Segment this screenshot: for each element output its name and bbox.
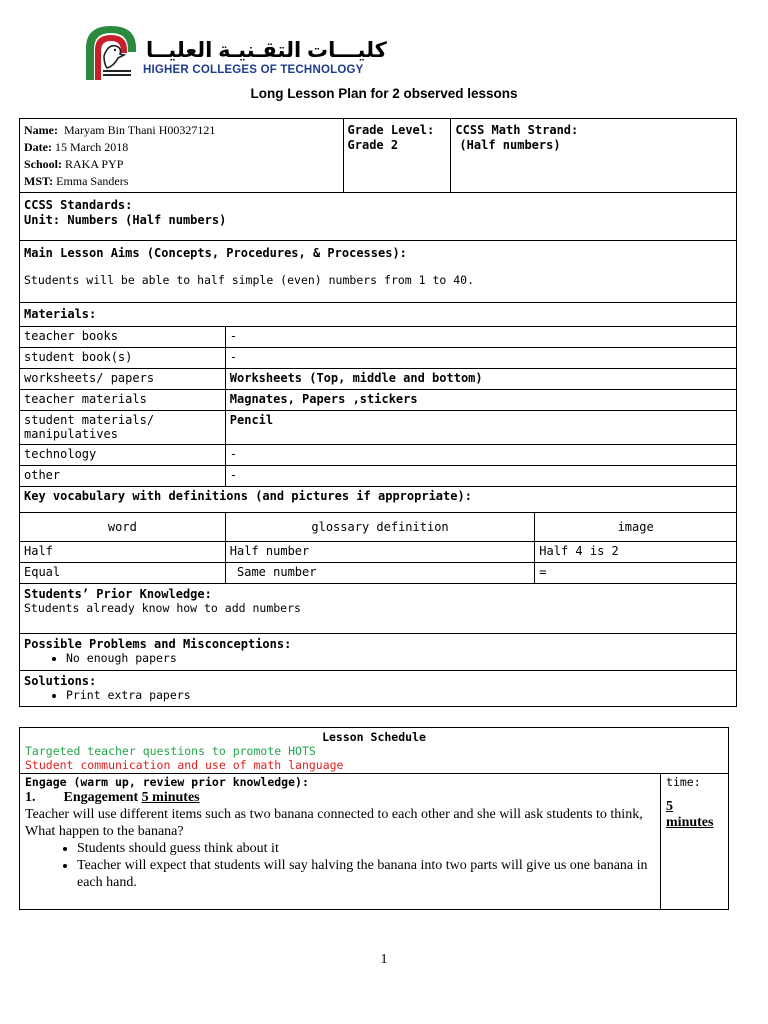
grade-level-value: Grade 2 [347,138,399,152]
mst-label: MST: [24,174,54,188]
schedule-header-row [20,728,729,774]
materials-label: Materials: [20,303,737,327]
legend-hots: Targeted teacher questions to promote HOTS [25,744,316,758]
legend-math-language: Student communication and use of math language [25,758,344,772]
school-value: RAKA PYP [65,157,124,171]
prior-knowledge-cell [20,584,737,634]
vocab-image: = [535,563,737,584]
list-item: • Teacher will expect that students will say halving the banana into two parts will give us one banana in each hand. [77,857,655,891]
material-value: Magnates, Papers ,stickers [225,390,736,411]
vocab-col-header: glossary definition [225,513,535,542]
materials-row [20,390,737,411]
engage-bullets [25,840,655,891]
logo-english-text: HIGHER COLLEGES OF TECHNOLOGY [143,64,364,76]
grade-level-label: Grade Level: [347,123,435,137]
time-value-unit: minutes [666,815,714,830]
time-label: time: [666,775,701,789]
prior-knowledge-text: Students already know how to add numbers [24,601,301,615]
teacher-info-cell [20,119,344,193]
schedule-header-cell [20,728,729,774]
hct-logo-icon [80,22,142,82]
material-item: other [20,466,226,487]
date-label: Date: [24,140,52,154]
school-label: School: [24,157,63,171]
material-value: - [225,445,736,466]
material-value: Worksheets (Top, middle and bottom) [225,369,736,390]
vocab-definition: Half number [225,542,535,563]
material-item: student materials/ manipulatives [20,411,226,445]
vocab-header-row [20,487,737,513]
date-value: 15 March 2018 [54,140,129,154]
math-strand-value: (Half numbers) [459,138,561,152]
engage-cell [20,774,661,910]
grade-level-cell [343,119,451,193]
lesson-plan-table [19,118,737,707]
material-item: student book(s) [20,348,226,369]
materials-row [20,369,737,390]
time-cell [661,774,729,910]
math-strand-label: CCSS Math Strand: [455,123,579,137]
solutions-list [24,688,732,702]
aims-cell [20,241,737,303]
solutions-cell [20,671,737,707]
material-value: Pencil [225,411,736,445]
step-duration: 5 minutes [141,790,200,805]
vocab-col-header: image [535,513,737,542]
vocab-definition: Same number [225,563,535,584]
lesson-schedule-table [19,727,729,910]
materials-row [20,411,737,445]
vocab-col-header: word [20,513,226,542]
vocab-row [20,563,737,584]
problems-row [20,634,737,671]
vocab-label: Key vocabulary with definitions (and pictures if appropriate): [20,487,737,513]
materials-row [20,348,737,369]
material-item: teacher materials [20,390,226,411]
material-item: technology [20,445,226,466]
material-value: - [225,466,736,487]
solutions-row [20,671,737,707]
standards-row [20,193,737,241]
materials-row [20,445,737,466]
materials-header-row [20,303,737,327]
aims-label: Main Lesson Aims (Concepts, Procedures, & Processes): [24,246,407,260]
logo-arabic-text: كليـــات التقـنيـة العليــا [146,39,387,62]
vocab-columns-row [20,513,737,542]
step-description: Teacher will use different items such as two banana connected to each other and she will ask students to think, What happen to the banana? [25,807,643,839]
name-label: Name: [24,123,58,137]
vocab-row [20,542,737,563]
step-number: 1. [25,790,36,805]
problems-label: Possible Problems and Misconceptions: [24,637,292,651]
time-value-number: 5 [666,799,674,814]
vocab-image: Half 4 is 2 [535,542,737,563]
materials-row [20,466,737,487]
logo-block [80,22,387,82]
mst-value: Emma Sanders [56,174,129,188]
material-value: - [225,348,736,369]
solutions-label: Solutions: [24,674,97,688]
standards-label: CCSS Standards: [24,198,133,212]
problems-list [24,651,732,665]
prior-knowledge-row [20,584,737,634]
schedule-title: Lesson Schedule [322,730,426,744]
page-number: 1 [380,952,388,967]
unit-text: Unit: Numbers (Half numbers) [24,213,227,227]
material-value: - [225,327,736,348]
list-item: • Students should guess think about it [77,840,655,857]
prior-knowledge-label: Students’ Prior Knowledge: [24,587,212,601]
engage-label: Engage (warm up, review prior knowledge): [25,775,309,789]
list-item: • No enough papers [66,651,732,665]
material-item: worksheets/ papers [20,369,226,390]
name-value: Maryam Bin Thani H00327121 [63,123,216,137]
standards-cell [20,193,737,241]
material-item: teacher books [20,327,226,348]
math-strand-cell [451,119,737,193]
vocab-word: Equal [20,563,226,584]
list-item: • Print extra papers [66,688,732,702]
vocab-word: Half [20,542,226,563]
aims-text: Students will be able to half simple (even) numbers from 1 to 40. [24,273,475,287]
info-row [20,119,737,193]
problems-cell [20,634,737,671]
aims-row [20,241,737,303]
engage-row [20,774,729,910]
step-title: Engagement [63,790,139,805]
materials-row [20,327,737,348]
document-title: Long Lesson Plan for 2 observed lessons [250,86,518,101]
